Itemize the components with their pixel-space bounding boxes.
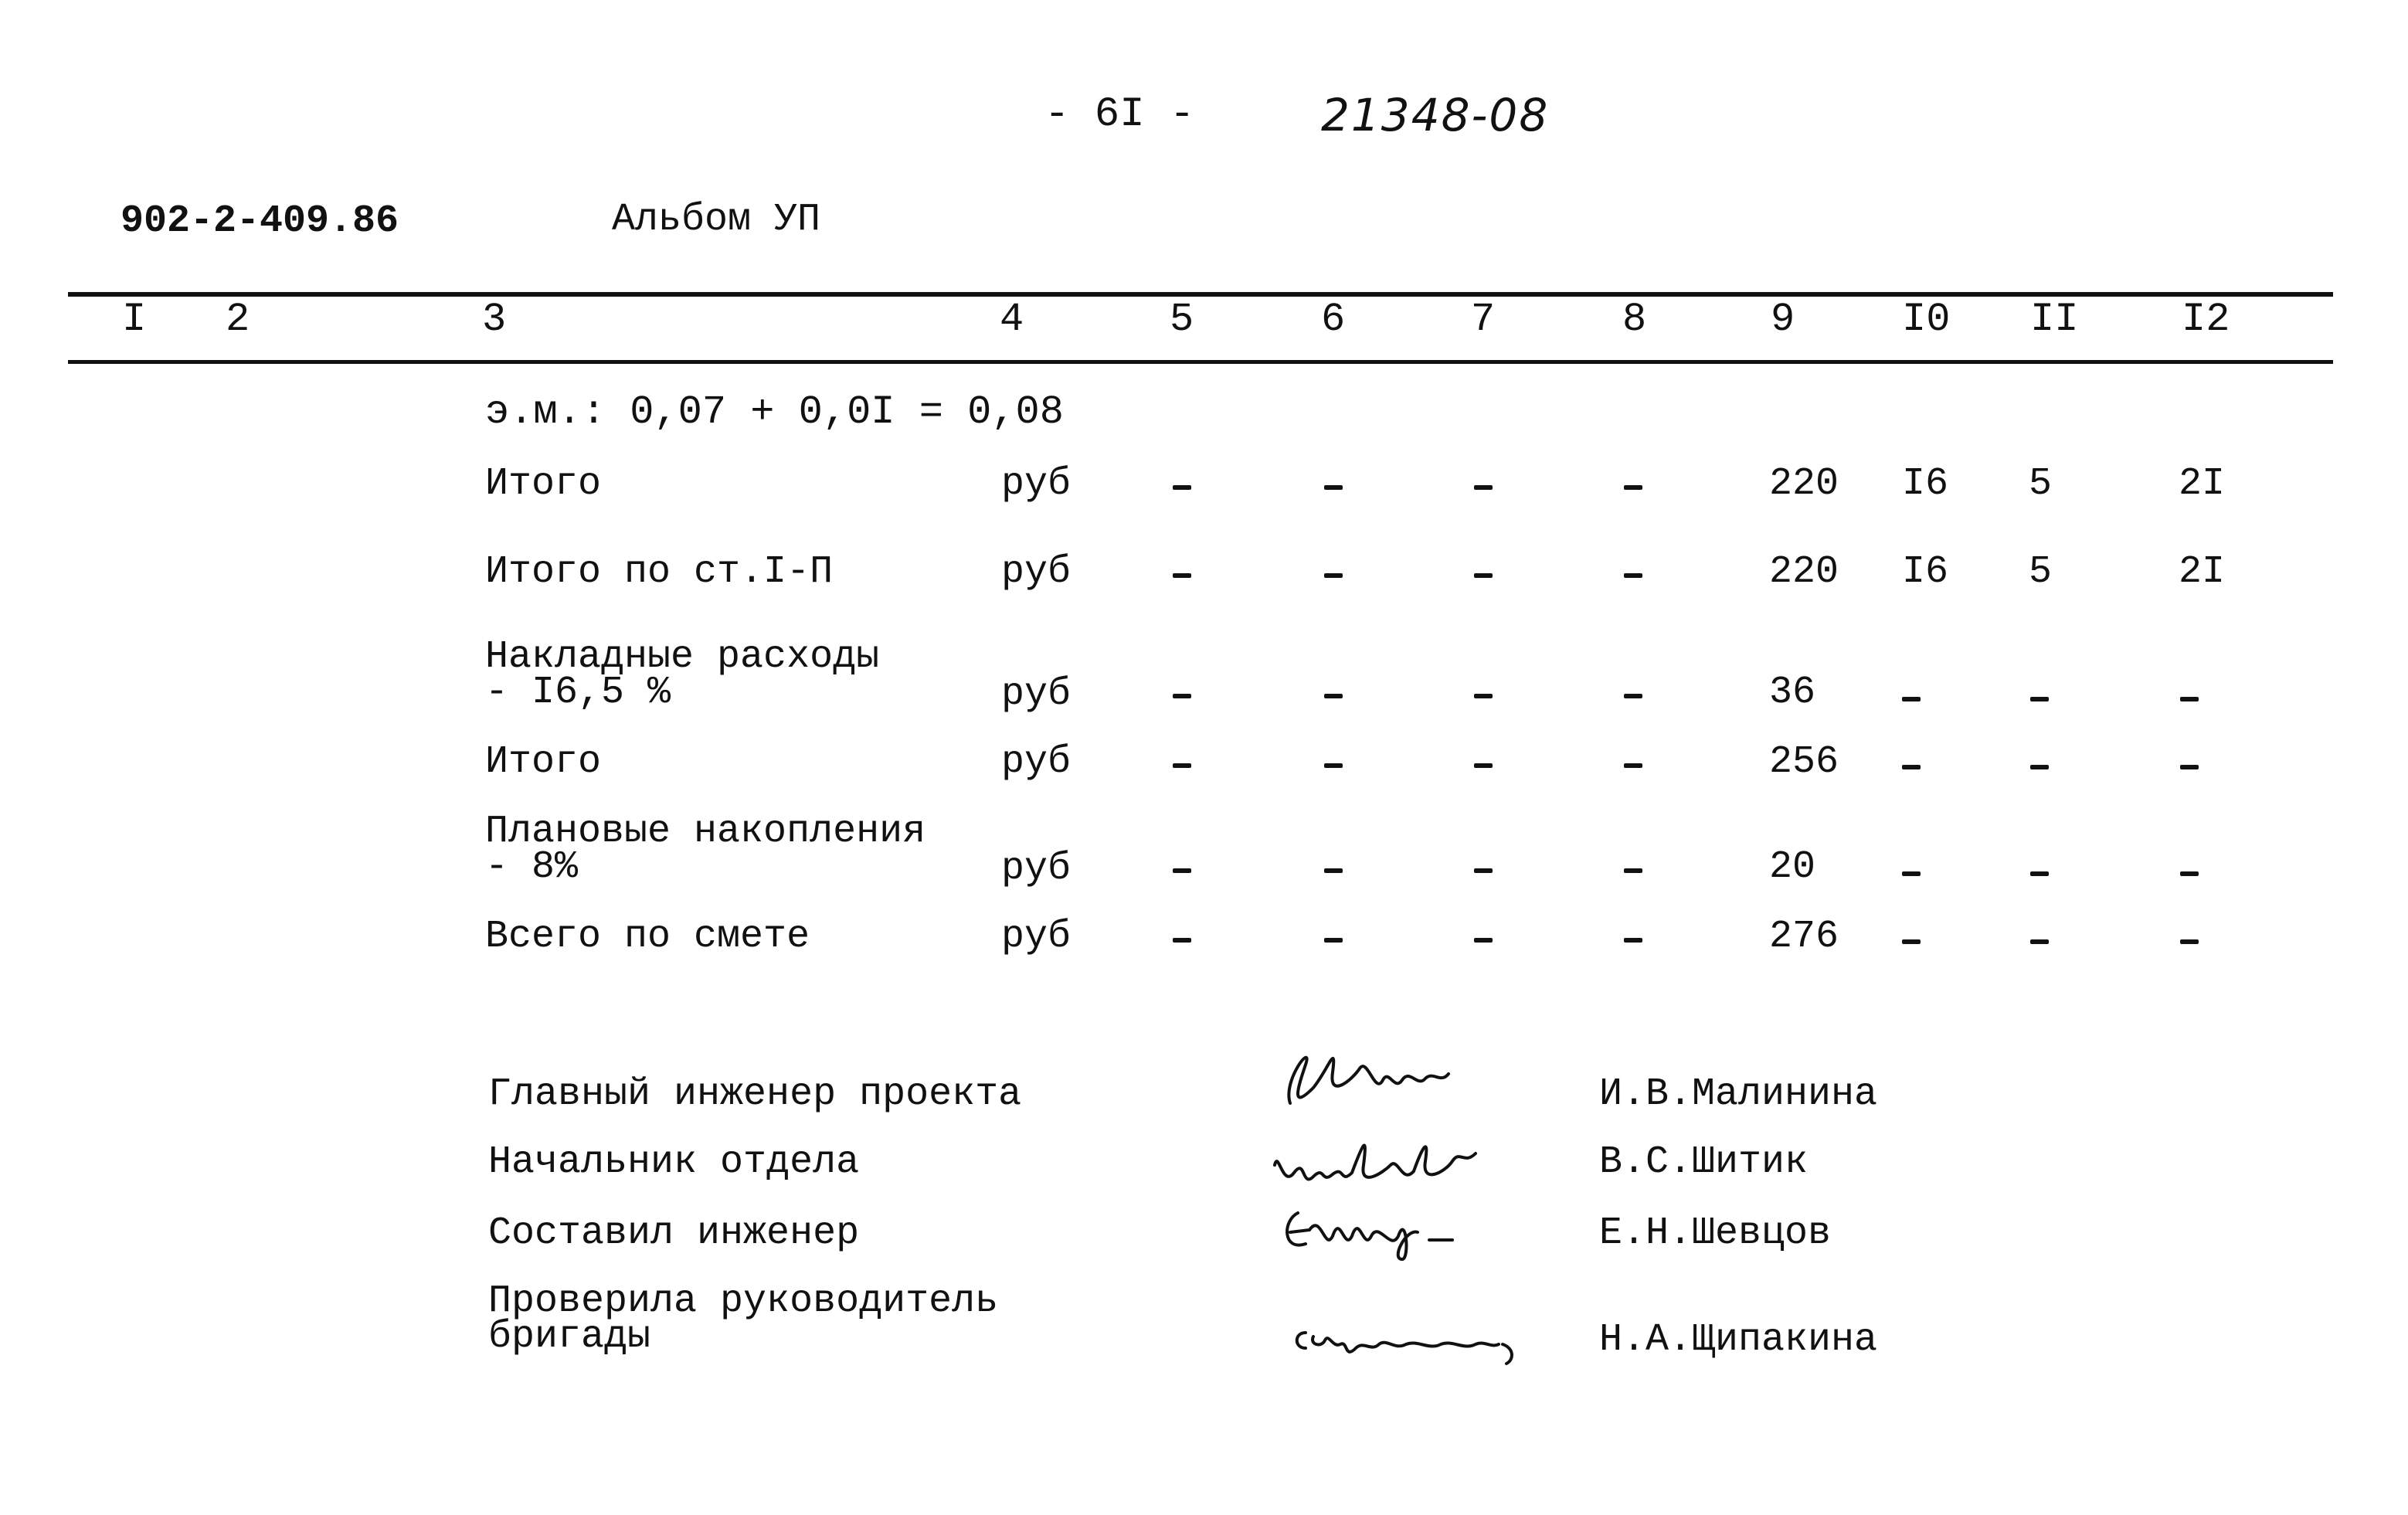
row-value-col10: I6 [1902, 550, 1949, 594]
column-number: 4 [1000, 297, 1024, 342]
series-code: 902-2-409.86 [121, 199, 399, 243]
column-number: 8 [1622, 297, 1647, 342]
empty-cell-dash [2180, 765, 2199, 769]
empty-cell-dash [1624, 763, 1642, 768]
row-label: Итого [485, 462, 602, 506]
column-number: 9 [1771, 297, 1795, 342]
row-value-col9: 20 [1769, 845, 1816, 889]
empty-cell-dash [1902, 871, 1921, 876]
row-unit: руб [1001, 462, 1072, 506]
empty-cell-dash [1324, 868, 1343, 873]
signatory-name: В.С.Шитик [1599, 1140, 1809, 1184]
row-value-col9: 36 [1769, 671, 1816, 715]
album-label: Альбом УП [612, 198, 821, 242]
empty-cell-dash [1324, 485, 1343, 490]
row-value-col9: 220 [1769, 462, 1839, 506]
row-value-col9: 220 [1769, 550, 1839, 594]
empty-cell-dash [1173, 694, 1191, 698]
empty-cell-dash [2180, 871, 2199, 876]
column-number: I [122, 297, 147, 342]
column-number: 7 [1471, 297, 1496, 342]
handwritten-signature [1267, 1119, 1499, 1204]
row-label-line2: - 8% [485, 845, 579, 889]
row-unit: руб [1001, 550, 1072, 594]
empty-cell-dash [1624, 573, 1642, 578]
row-label: Накладные расходы [485, 635, 880, 679]
empty-cell-dash [1474, 763, 1493, 768]
empty-cell-dash [1324, 938, 1343, 943]
row-label: Итого по ст.I-П [485, 550, 834, 594]
signatory-role: Главный инженер проекта [488, 1072, 1022, 1116]
empty-cell-dash [1173, 763, 1191, 768]
row-unit: руб [1001, 740, 1072, 784]
page-number: - 6I - [1044, 91, 1195, 138]
row-value-col11: 5 [2029, 550, 2053, 594]
row-unit: руб [1001, 915, 1072, 959]
signatory-name: Н.А.Щипакина [1599, 1318, 1878, 1362]
empty-cell-dash [2030, 871, 2049, 876]
row-value-col11: 5 [2029, 462, 2053, 506]
empty-cell-dash [1474, 938, 1493, 943]
empty-cell-dash [1173, 938, 1191, 943]
signatory-role: Составил инженер [488, 1211, 860, 1255]
row-unit: руб [1001, 672, 1072, 716]
row-value-col9: 276 [1769, 915, 1839, 959]
signatory-role: Проверила руководитель [488, 1279, 999, 1323]
column-number: 2 [226, 297, 250, 342]
empty-cell-dash [1173, 868, 1191, 873]
row-value-col12: 2I [2179, 550, 2226, 594]
column-number: I0 [1902, 297, 1951, 342]
empty-cell-dash [1173, 485, 1191, 490]
empty-cell-dash [1624, 938, 1642, 943]
row-unit: руб [1001, 847, 1072, 891]
handwritten-signature [1275, 1197, 1491, 1267]
empty-cell-dash [1474, 694, 1493, 698]
empty-cell-dash [1474, 868, 1493, 873]
row-label-line2: - I6,5 % [485, 671, 671, 715]
empty-cell-dash [1324, 763, 1343, 768]
empty-cell-dash [1474, 573, 1493, 578]
empty-cell-dash [2030, 939, 2049, 944]
empty-cell-dash [1324, 694, 1343, 698]
column-number: 5 [1170, 297, 1194, 342]
signatory-name: Е.Н.Шевцов [1599, 1211, 1832, 1255]
table-top-rule [68, 292, 2333, 297]
column-number: 3 [482, 297, 507, 342]
row-label: Всего по смете [485, 915, 810, 959]
row-value-col12: 2I [2179, 462, 2226, 506]
column-number: II [2030, 297, 2079, 342]
empty-cell-dash [2180, 697, 2199, 701]
signatory-role: Начальник отдела [488, 1140, 860, 1184]
empty-cell-dash [1624, 868, 1642, 873]
column-number: I2 [2182, 297, 2230, 342]
empty-cell-dash [1173, 573, 1191, 578]
empty-cell-dash [1624, 694, 1642, 698]
empty-cell-dash [1474, 485, 1493, 490]
empty-cell-dash [2180, 939, 2199, 944]
signatory-name: И.В.Малинина [1599, 1072, 1878, 1116]
row-value-col10: I6 [1902, 462, 1949, 506]
signatory-role-line2: бригады [488, 1315, 651, 1359]
empty-cell-dash [1902, 765, 1921, 769]
table-header-rule [68, 360, 2333, 364]
column-number: 6 [1321, 297, 1346, 342]
row-label: Итого [485, 740, 602, 784]
row-value-col9: 256 [1769, 740, 1839, 784]
empty-cell-dash [1324, 573, 1343, 578]
formula-line: э.м.: 0,07 + 0,0I = 0,08 [485, 389, 1064, 435]
row-label: Плановые накопления [485, 810, 926, 854]
empty-cell-dash [2030, 765, 2049, 769]
empty-cell-dash [1902, 939, 1921, 944]
empty-cell-dash [1624, 485, 1642, 490]
handwritten-signature [1282, 1306, 1545, 1367]
empty-cell-dash [1902, 697, 1921, 701]
handwritten-signature [1259, 1026, 1460, 1119]
empty-cell-dash [2030, 697, 2049, 701]
document-code: 21348-08 [1321, 89, 1550, 141]
